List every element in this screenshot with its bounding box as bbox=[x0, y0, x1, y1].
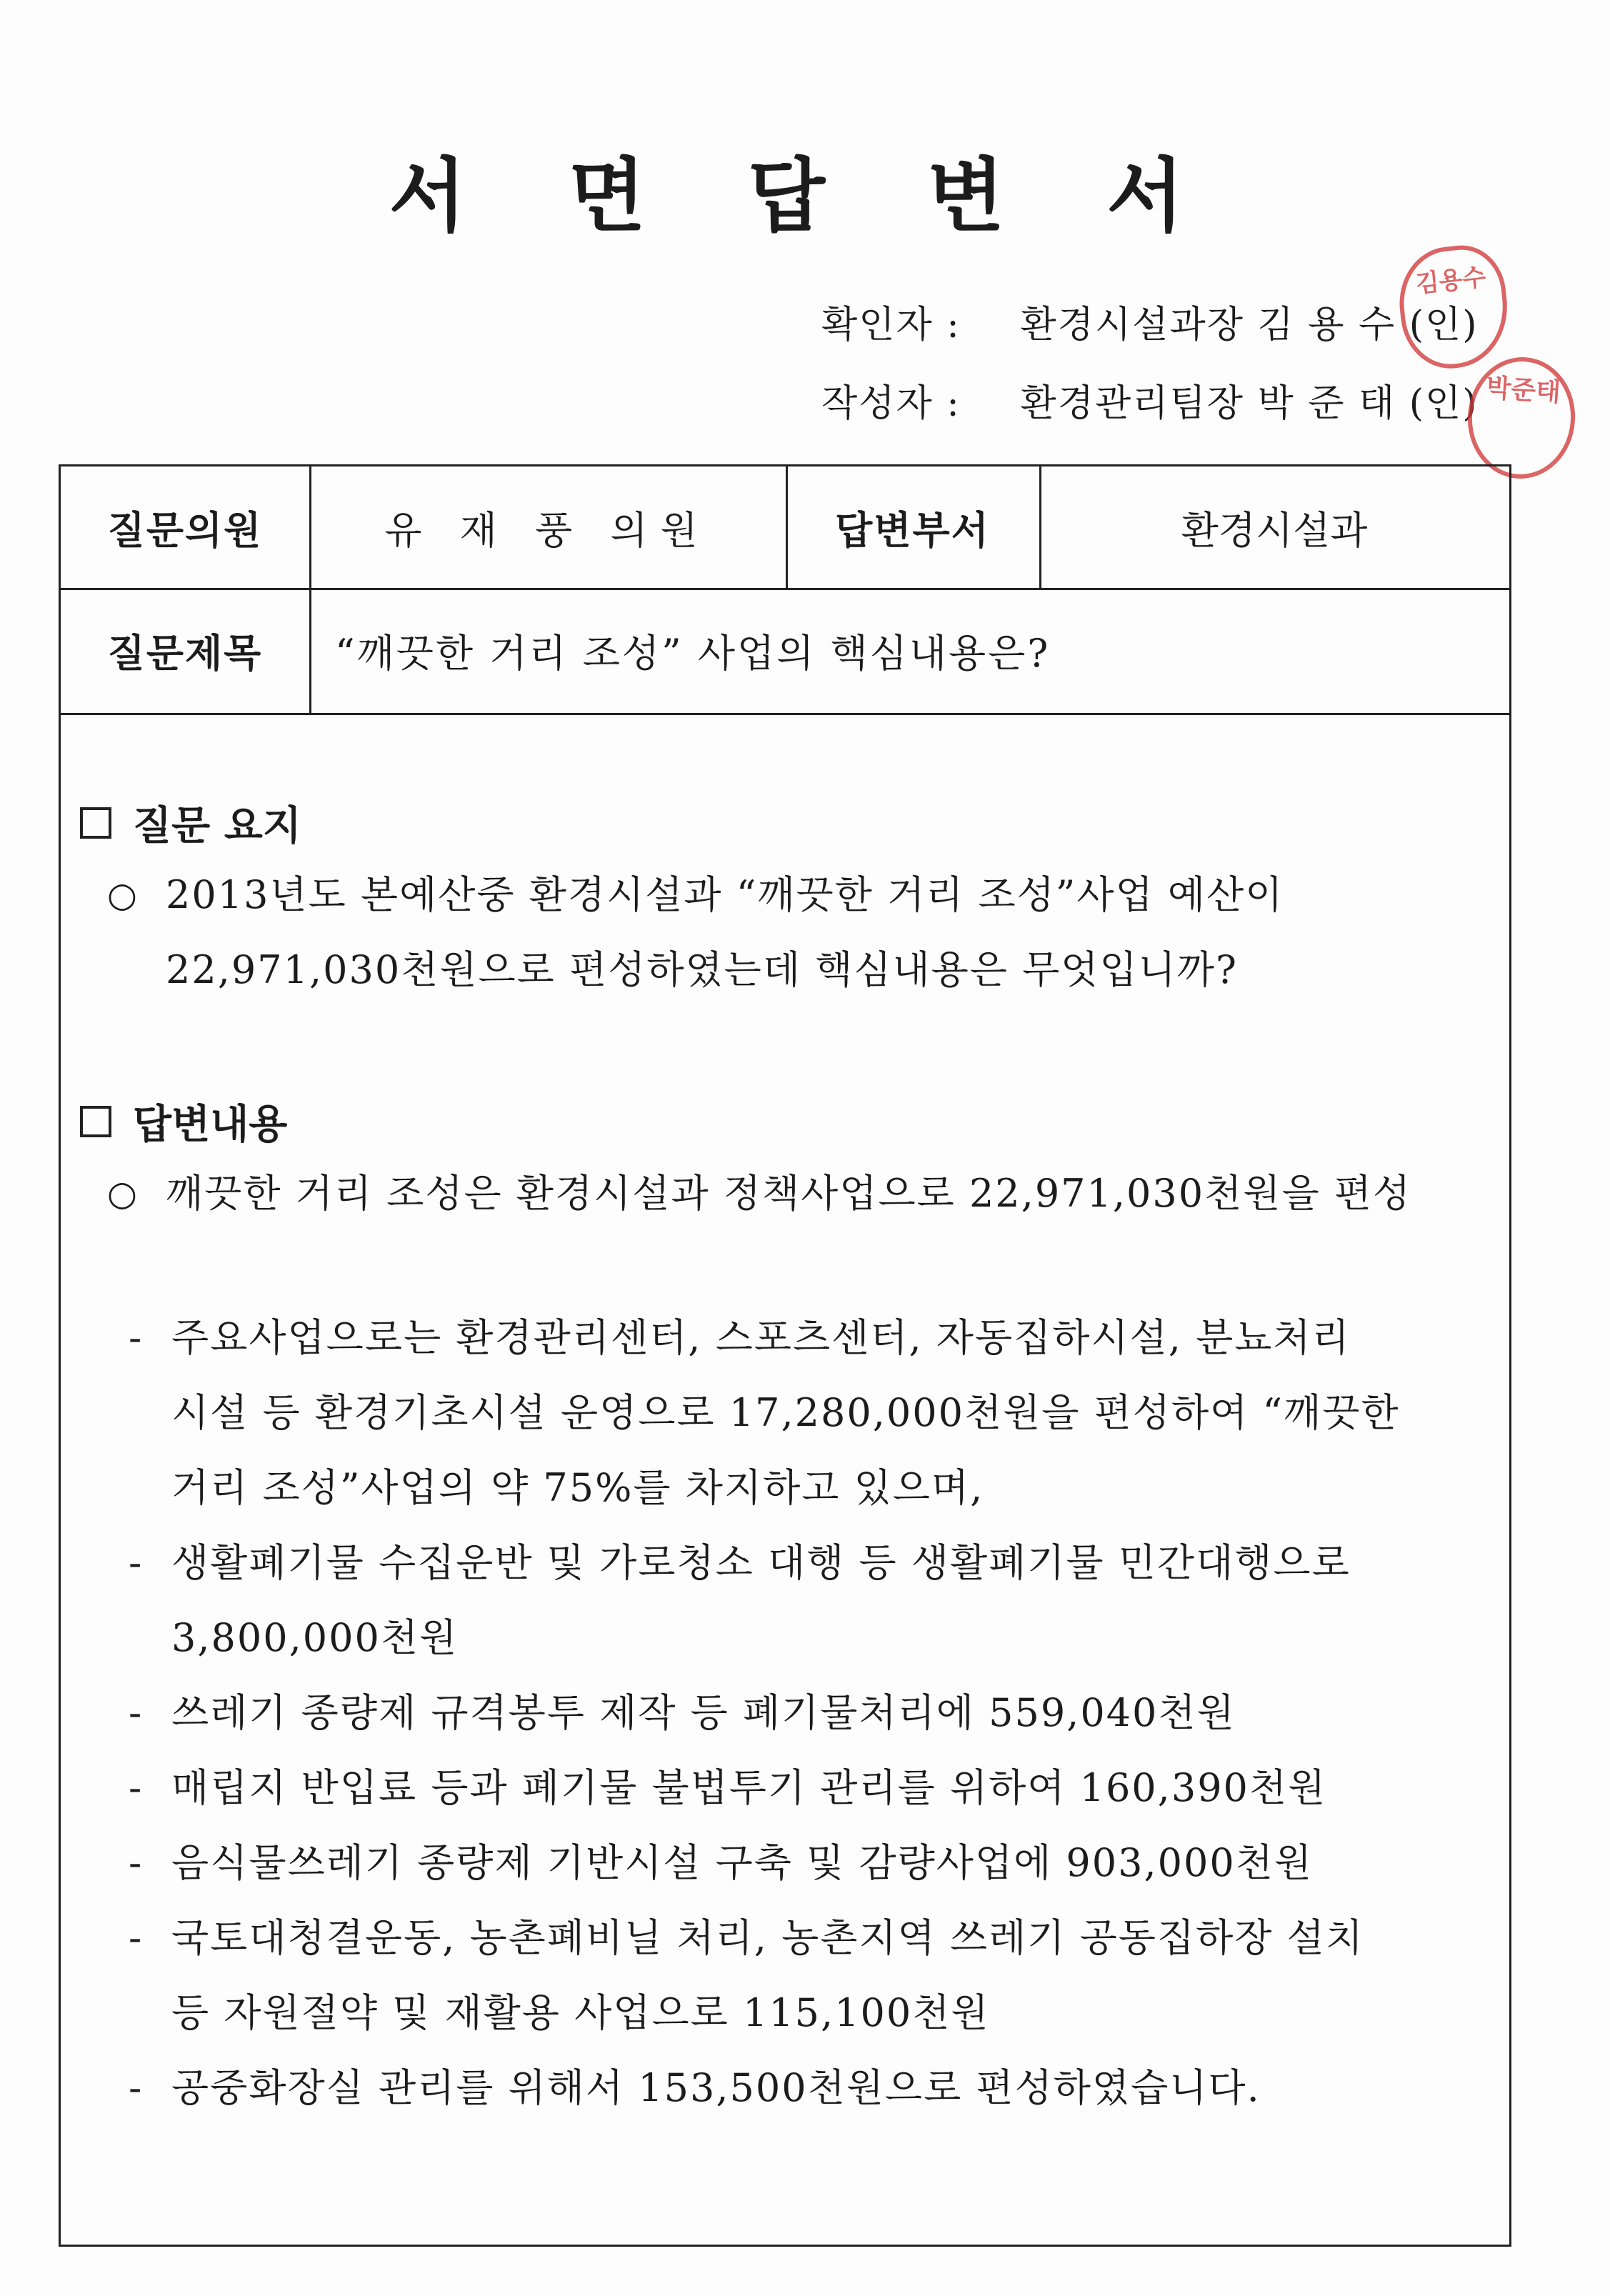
confirmer-line bbox=[821, 300, 1479, 350]
checkbox-square-icon bbox=[80, 807, 111, 839]
dash-bullet: - bbox=[129, 1690, 142, 1735]
answer-intro: 깨끗한 거리 조성은 환경시설과 정책사업으로 22,971,030천원을 편성 bbox=[166, 1171, 1412, 1216]
questioner-value: 유 재 풍 의원 bbox=[384, 507, 711, 553]
circle-bullet-icon: ○ bbox=[107, 1174, 137, 1214]
dash-bullet: - bbox=[129, 2065, 142, 2110]
dash-bullet: - bbox=[129, 1540, 142, 1585]
answer-item-line: 공중화장실 관리를 위해서 153,500천원으로 편성하였습니다. bbox=[171, 2065, 1261, 2110]
confirmer-role: 확인자 : bbox=[821, 304, 961, 346]
question-summary-heading bbox=[80, 794, 301, 852]
dash-bullet: - bbox=[129, 1915, 142, 1960]
writer-line bbox=[821, 379, 1479, 429]
answer-item-line: 3,800,000천원 bbox=[171, 1615, 459, 1660]
writer-name: 환경관리팀장 박 준 태 (인) bbox=[1020, 382, 1479, 425]
answer-item-line: 거리 조성”사업의 약 75%를 차지하고 있으며, bbox=[171, 1465, 984, 1510]
seal-stamp-writer: 박준태 bbox=[1464, 354, 1579, 482]
dash-bullet: - bbox=[129, 1315, 142, 1360]
circle-bullet-icon: ○ bbox=[107, 875, 137, 915]
question-summary-heading-text: 질문 요지 bbox=[133, 803, 301, 849]
dept-value: 환경시설과 bbox=[1181, 507, 1368, 553]
answer-heading-text: 답변내용 bbox=[133, 1102, 288, 1148]
answer-item-line: 음식물쓰레기 종량제 기반시설 구축 및 감량사업에 903,000천원 bbox=[171, 1840, 1314, 1885]
table-bottom-divider bbox=[61, 713, 1509, 715]
question-summary-line: 22,971,030천원으로 편성하였는데 핵심내용은 무엇입니까? bbox=[166, 947, 1238, 992]
answer-item-line: 등 자원절약 및 재활용 사업으로 115,100천원 bbox=[171, 1990, 990, 2035]
confirmer-name: 환경시설과장 김 용 수 (인) bbox=[1020, 304, 1479, 346]
answer-item-line: 생활폐기물 수집운반 및 가로청소 대행 등 생활폐기물 민간대행으로 bbox=[171, 1540, 1351, 1585]
dash-bullet: - bbox=[129, 1765, 142, 1810]
dash-bullet: - bbox=[129, 1840, 142, 1885]
answer-item-line: 쓰레기 종량제 규격봉투 제작 등 폐기물처리에 559,040천원 bbox=[171, 1690, 1236, 1735]
dept-label: 답변부서 bbox=[835, 507, 990, 553]
answer-item-line: 국토대청결운동, 농촌폐비닐 처리, 농촌지역 쓰레기 공동집하장 설치 bbox=[171, 1915, 1364, 1960]
writer-role: 작성자 : bbox=[821, 382, 961, 425]
answer-heading bbox=[80, 1093, 287, 1150]
document-title: 서 면 답 변 서 bbox=[389, 149, 1221, 243]
checkbox-square-icon bbox=[80, 1106, 111, 1137]
subject-value: “깨끗한 거리 조성” 사업의 핵심내용은? bbox=[335, 631, 1051, 676]
subject-label: 질문제목 bbox=[107, 631, 263, 676]
question-summary-line: 2013년도 본예산중 환경시설과 “깨끗한 거리 조성”사업 예산이 bbox=[166, 872, 1284, 917]
questioner-label: 질문의원 bbox=[107, 507, 263, 553]
seal-stamp-confirmer: 김용수 bbox=[1394, 241, 1514, 374]
answer-item-line: 주요사업으로는 환경관리센터, 스포츠센터, 자동집하시설, 분뇨처리 bbox=[171, 1315, 1351, 1360]
answer-item-line: 매립지 반입료 등과 폐기물 불법투기 관리를 위하여 160,390천원 bbox=[171, 1765, 1327, 1810]
answer-item-line: 시설 등 환경기초시설 운영으로 17,280,000천원을 편성하여 “깨끗한 bbox=[171, 1390, 1400, 1435]
